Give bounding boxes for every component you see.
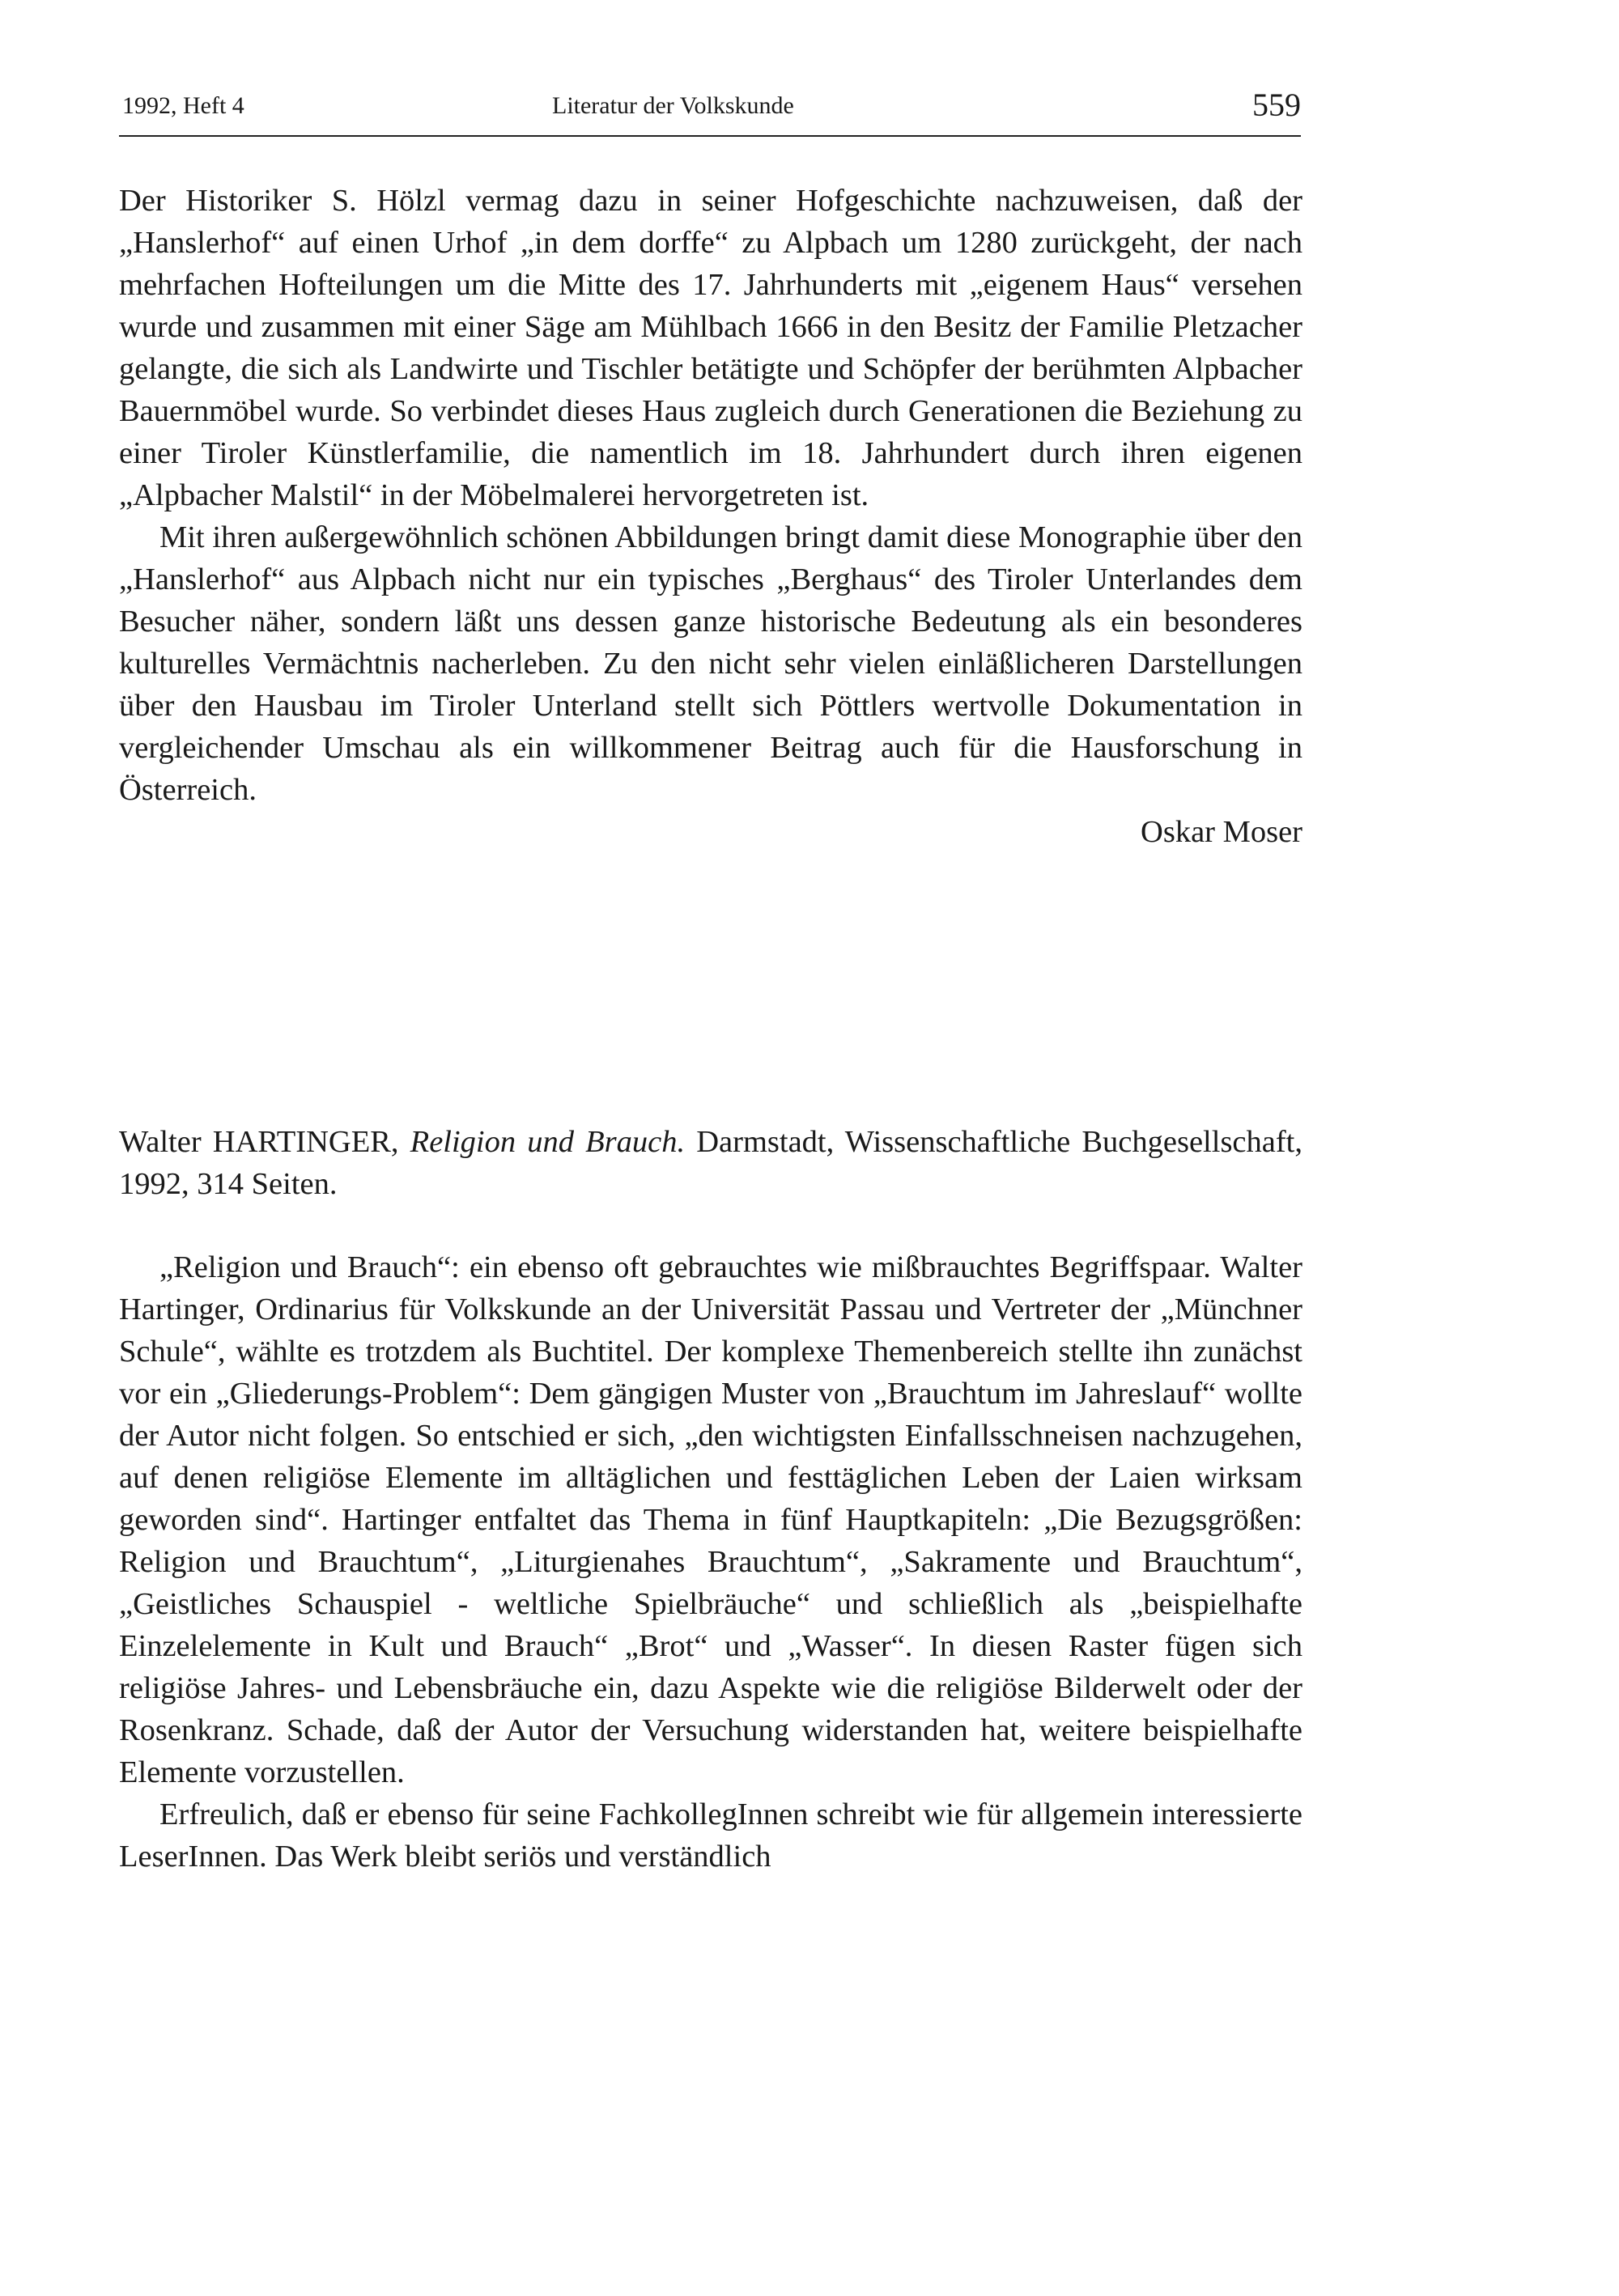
header-divider — [119, 135, 1301, 137]
section-title: Literatur der Volkskunde — [552, 92, 794, 119]
citation-author: Walter HARTINGER, — [119, 1125, 399, 1159]
review-1-paragraph-2: Mit ihren außergewöhnlich schönen Abbildungen bringt damit diese Monographie über den „Hanslerhof“ aus Alpbach nicht nur ein typisches „Berghaus“ des Tiroler Unterlandes dem Besucher näher, sondern läßt uns dessen ganze historische Bedeutung als ein besonderes kulturelles Vermächtnis nacherleben. Zu den nicht sehr vielen einläßlicheren Darstellungen über den Hausbau im Tiroler Unterland stellt sich Pöttlers wertvolle Dokumentation in vergleichender Umschau als ein willkommener Beitrag auch für die Hausforschung in Österreich. — [119, 520, 1302, 807]
running-header — [119, 89, 1301, 128]
review-1-author: Oskar Moser — [1141, 815, 1302, 849]
citation-publication: Darmstadt, Wissenschaftliche Buchgesellschaft, 1992, 314 Seiten. — [119, 1125, 1302, 1201]
review-2-citation — [119, 1121, 1302, 1205]
review-2-paragraph-2: Erfreulich, daß er ebenso für seine FachkollegInnen schreibt wie für allgemein interessierte LeserInnen. Das Werk bleibt seriös und verständlich — [119, 1797, 1302, 1874]
citation-title: Religion und Brauch. — [410, 1125, 686, 1159]
review-2-paragraph-1: „Religion und Brauch“: ein ebenso oft gebrauchtes wie mißbrauchtes Begriffspaar. Walter Hartinger, Ordinarius für Volkskunde an der Universität Passau und Vertreter der „Münchner Schule“, wählte es trotzdem als Buchtitel. Der komplexe Themenbereich stellte ihn zunächst vor ein „Gliederungs-Problem“: Dem gängigen Muster von „Brauchtum im Jahreslauf“ wollte der Autor nicht folgen. So entschied er sich, „den wichtigsten Einfallsschneisen nachzugehen, auf denen religiöse Elemente im alltäglichen und festtäglichen Leben der Laien wirksam geworden sind“. Hartinger entfaltet das Thema in fünf Hauptkapiteln: „Die Bezugsgrößen: Religion und Brauchtum“, „Liturgienahes Brauchtum“, „Sakramente und Brauchtum“, „Geistliches Schauspiel - weltliche Spielbräuche“ und schließlich als „beispielhafte Einzelelemente in Kult und Brauch“ „Brot“ und „Wasser“. In diesen Raster fügen sich religiöse Jahres- und Lebensbräuche ein, dazu Aspekte wie die religiöse Bilderwelt oder der Rosenkranz. Schade, daß der Autor der Versuchung widerstanden hat, weitere beispielhafte Elemente vorzustellen. — [119, 1250, 1302, 1789]
page-number: 559 — [1252, 87, 1301, 123]
review-1-paragraph-1: Der Historiker S. Hölzl vermag dazu in seiner Hofgeschichte nachzuweisen, daß der „Hanslerhof“ auf einen Urhof „in dem dorffe“ zu Alpbach um 1280 zurückgeht, der nach mehrfachen Hofteilungen um die Mitte des 17. Jahrhunderts mit „eigenem Haus“ versehen wurde und zusammen mit einer Säge am Mühlbach 1666 in den Besitz der Familie Pletzacher gelangte, die sich als Landwirte und Tischler betätigte und Schöpfer der berühmten Alpbacher Bauernmöbel wurde. So verbindet dieses Haus zugleich durch Generationen die Beziehung zu einer Tiroler Künstlerfamilie, die namentlich im 18. Jahrhundert durch ihren eigenen „Alpbacher Malstil“ in der Möbelmalerei hervorgetreten ist. — [119, 184, 1302, 512]
review-2-body — [119, 1246, 1302, 1878]
review-1-body — [119, 180, 1302, 853]
issue-label: 1992, Heft 4 — [122, 92, 244, 119]
